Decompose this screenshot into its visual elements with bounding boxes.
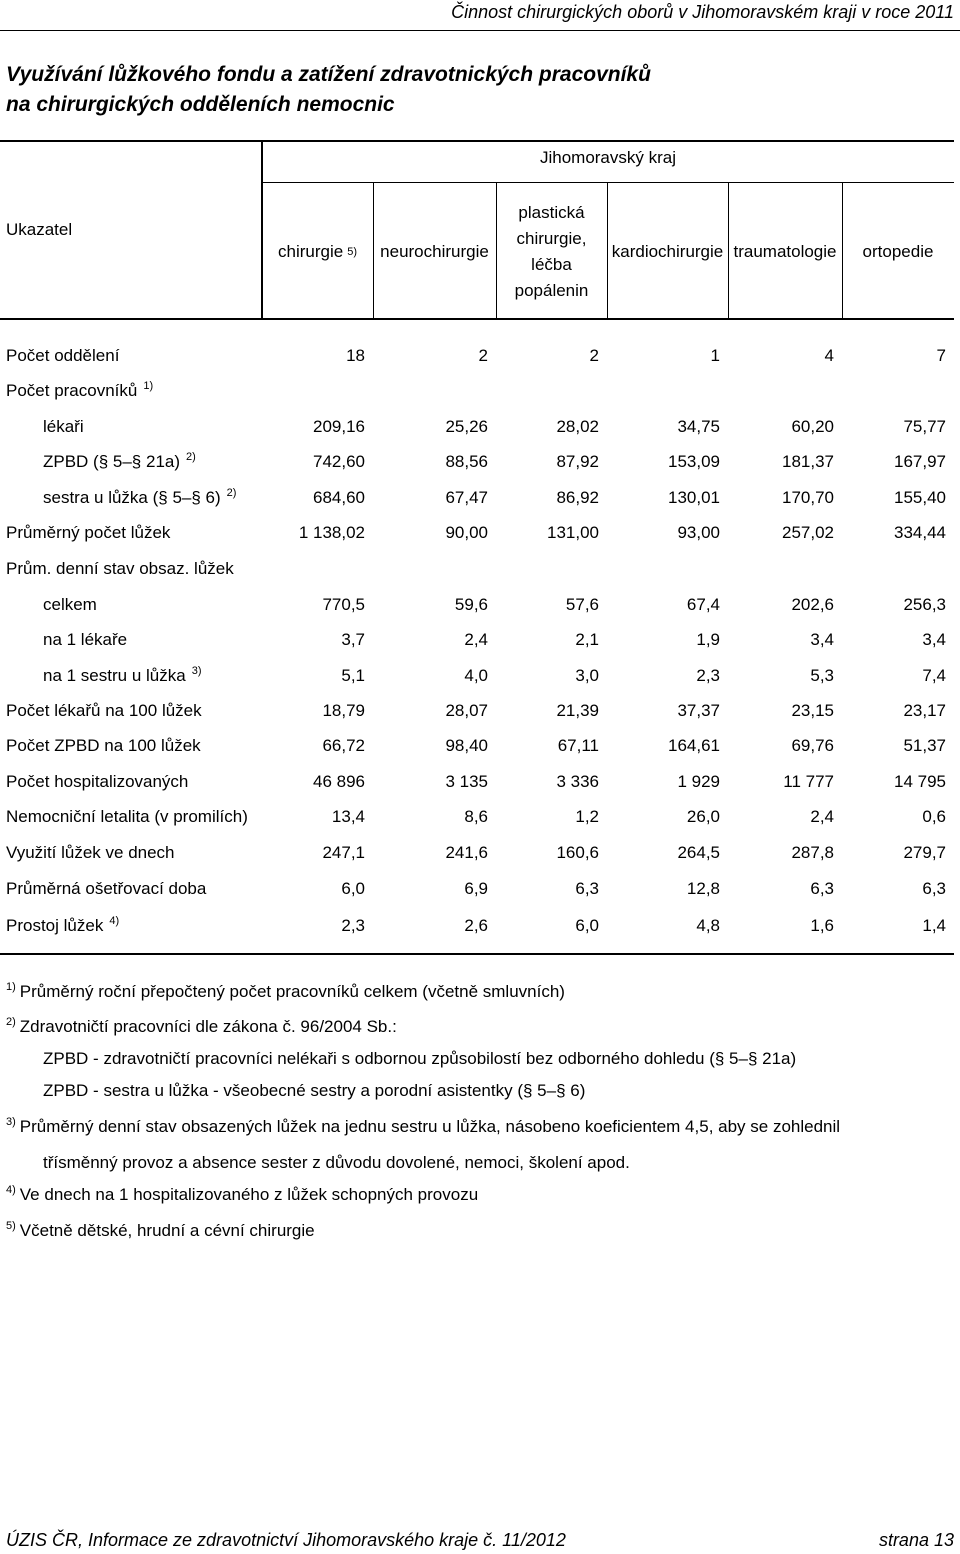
footnote-marker: 2) <box>6 1016 16 1029</box>
table-cell: 5,3 <box>810 666 834 685</box>
table-cell: 247,1 <box>322 843 365 862</box>
column-header-1: chirurgie 5) <box>262 185 373 318</box>
table-cell: 3,0 <box>575 666 599 685</box>
column-header-6 <box>842 185 954 318</box>
table-cell: 8,6 <box>464 807 488 826</box>
row-label <box>6 523 170 543</box>
footnote-marker: 4) <box>6 1184 16 1197</box>
table-row <box>0 873 954 908</box>
footnote-text: Průměrný denní stav obsazených lůžek na jednu sestru u lůžka, násobeno koeficientem 4,5, aby se zohlednil <box>19 1117 841 1136</box>
table-row <box>0 801 954 836</box>
table-cell: 241,6 <box>445 843 488 862</box>
table-cell: 2,4 <box>810 807 834 826</box>
table-cell: 18 <box>346 346 365 365</box>
column-divider <box>373 183 374 319</box>
table-cell: 1 929 <box>677 772 720 791</box>
column-header-label: ortopedie <box>862 241 934 261</box>
row-label-text: Průměrný počet lůžek <box>6 523 171 542</box>
table-cell: 25,26 <box>445 417 488 436</box>
column-header-5 <box>728 185 842 318</box>
table-cell: 770,5 <box>322 595 365 614</box>
column-divider <box>496 183 497 319</box>
table-cell: 181,37 <box>782 452 834 471</box>
table-cell: 86,92 <box>556 488 599 507</box>
table-cell: 131,00 <box>547 523 599 542</box>
row-label <box>6 381 153 401</box>
row-label-text: Počet lékařů na 100 lůžek <box>6 701 202 720</box>
table-cell: 2,6 <box>464 916 488 935</box>
table-row <box>0 553 954 588</box>
table-cell: 51,37 <box>903 736 946 755</box>
table-cell: 67,47 <box>445 488 488 507</box>
page-number: strana 13 <box>878 1530 954 1550</box>
table-cell: 6,0 <box>341 879 365 898</box>
table-cell: 23,17 <box>903 701 946 720</box>
table-cell: 2,3 <box>341 916 365 935</box>
table-cell: 6,9 <box>464 879 488 898</box>
table-cell: 6,0 <box>575 916 599 935</box>
table-cell: 2 <box>589 346 599 365</box>
row-label <box>6 701 202 721</box>
table-cell: 13,4 <box>331 807 365 826</box>
footnote-ref: 4) <box>109 915 120 928</box>
row-label <box>6 843 175 863</box>
row-label-text: na 1 lékaře <box>43 630 128 649</box>
row-label <box>43 488 236 508</box>
table-cell: 153,09 <box>668 452 720 471</box>
table-cell: 3,4 <box>810 630 834 649</box>
row-label-text: Počet pracovníků <box>6 381 138 400</box>
table-cell: 59,6 <box>454 595 488 614</box>
row-label <box>6 879 206 899</box>
footnote-item <box>6 1017 397 1037</box>
column-header-3 <box>496 185 607 318</box>
table-cell: 87,92 <box>556 452 599 471</box>
footnote-item <box>6 982 565 1002</box>
row-label-text: Prostoj lůžek <box>6 916 104 935</box>
table-cell: 34,75 <box>677 417 720 436</box>
row-label <box>6 346 119 366</box>
table-cell: 130,01 <box>668 488 720 507</box>
row-label-text: Počet ZPBD na 100 lůžek <box>6 736 201 755</box>
column-divider <box>728 183 729 319</box>
table-cell: 26,0 <box>686 807 720 826</box>
column-divider <box>607 183 608 319</box>
table-row <box>0 730 954 765</box>
table-row <box>0 589 954 624</box>
table-bottom-rule <box>0 953 954 955</box>
row-label-text: Prům. denní stav obsaz. lůžek <box>6 559 234 578</box>
header-rule <box>0 30 960 31</box>
table-cell: 67,4 <box>686 595 720 614</box>
footnote-marker: 1) <box>6 981 16 994</box>
table-cell: 90,00 <box>445 523 488 542</box>
table-cell: 12,8 <box>686 879 720 898</box>
table-cell: 4 <box>824 346 834 365</box>
table-header-rule <box>0 318 954 320</box>
table-cell: 6,3 <box>922 879 946 898</box>
table-cell: 1,9 <box>696 630 720 649</box>
table-cell: 57,6 <box>565 595 599 614</box>
table-row <box>0 340 954 375</box>
table-cell: 4,8 <box>696 916 720 935</box>
table-cell: 60,20 <box>791 417 834 436</box>
table-cell: 1,6 <box>810 916 834 935</box>
footnote-item <box>43 1081 585 1101</box>
row-label <box>6 736 201 756</box>
row-label-text: celkem <box>43 595 97 614</box>
table-cell: 1,4 <box>922 916 946 935</box>
row-label <box>43 630 127 650</box>
table-cell: 164,61 <box>668 736 720 755</box>
title-line-2: na chirurgických odděleních nemocnic <box>6 93 395 116</box>
row-label <box>6 772 188 792</box>
footnote-text: Včetně dětské, hrudní a cévní chirurgie <box>19 1221 315 1240</box>
table-row <box>0 837 954 872</box>
table-cell: 98,40 <box>445 736 488 755</box>
table-cell: 67,11 <box>557 736 599 755</box>
footnote-text: třísměnný provoz a absence sester z důvodu dovolené, nemoci, školení apod. <box>43 1153 630 1172</box>
table-cell: 21,39 <box>556 701 599 720</box>
footnote-ref: 2) <box>226 487 237 500</box>
row-label <box>43 595 97 615</box>
column-header-label: plastická chirurgie, léčba popálenin <box>514 202 589 300</box>
footnote-marker: 3) <box>6 1116 16 1129</box>
table-cell: 170,70 <box>782 488 834 507</box>
row-label-text: Průměrná ošetřovací doba <box>6 879 207 898</box>
table-cell: 88,56 <box>445 452 488 471</box>
row-label-text: na 1 sestru u lůžka <box>43 666 186 685</box>
row-label <box>43 666 201 686</box>
footnote-item <box>43 1049 796 1069</box>
row-label <box>6 559 234 579</box>
table-cell: 2 <box>478 346 488 365</box>
table-row <box>0 910 954 945</box>
table-cell: 11 777 <box>783 772 834 791</box>
row-label <box>6 807 248 827</box>
table-cell: 742,60 <box>313 452 365 471</box>
table-cell: 684,60 <box>313 488 365 507</box>
table-cell: 4,0 <box>464 666 488 685</box>
table-cell: 5,1 <box>341 666 365 685</box>
region-header: Jihomoravský kraj <box>539 148 677 167</box>
table-row <box>0 624 954 659</box>
table-row <box>0 446 954 481</box>
footnote-text: Zdravotničtí pracovníci dle zákona č. 96/2004 Sb.: <box>19 1017 397 1036</box>
table-cell: 287,8 <box>791 843 834 862</box>
table-cell: 167,97 <box>894 452 946 471</box>
table-cell: 93,00 <box>677 523 720 542</box>
table-cell: 14 795 <box>894 772 946 791</box>
region-rule <box>262 182 954 183</box>
table-row <box>0 766 954 801</box>
table-top-rule <box>0 140 954 142</box>
title-line-1: Využívání lůžkového fondu a zatížení zdravotnických pracovníků <box>6 63 651 86</box>
footnote-ref: 2) <box>186 451 196 464</box>
column-header-label: chirurgie <box>278 241 344 261</box>
table-cell: 264,5 <box>677 843 720 862</box>
table-cell: 66,72 <box>322 736 365 755</box>
footnote-item <box>6 1117 840 1137</box>
table-cell: 2,3 <box>696 666 720 685</box>
footnote-marker: 5) <box>6 1220 16 1233</box>
table-row <box>0 660 954 695</box>
table-cell: 3 336 <box>556 772 599 791</box>
footnote-item <box>6 1185 478 1205</box>
column-header-label: kardiochirurgie <box>611 241 724 261</box>
table-cell: 3 135 <box>445 772 488 791</box>
table-cell: 209,16 <box>313 417 365 436</box>
table-cell: 0,6 <box>922 807 946 826</box>
footnote-ref: 3) <box>191 665 202 678</box>
table-cell: 7,4 <box>922 666 946 685</box>
table-cell: 3,4 <box>922 630 946 649</box>
table-cell: 1 <box>710 346 720 365</box>
row-label <box>43 452 196 472</box>
row-label-text: sestra u lůžka (§ 5–§ 6) <box>43 488 221 507</box>
table-cell: 2,1 <box>575 630 599 649</box>
row-label <box>43 417 84 437</box>
column-header-label: traumatologie <box>733 241 837 261</box>
table-cell: 6,3 <box>810 879 834 898</box>
table-cell: 18,79 <box>322 701 365 720</box>
table-cell: 28,07 <box>445 701 488 720</box>
row-label-text: Počet hospitalizovaných <box>6 772 189 791</box>
row-label-text: Počet oddělení <box>6 346 120 365</box>
footnote-text: ZPBD - zdravotničtí pracovníci nelékaři s odbornou způsobilostí bez odborného dohledu (§ 5–§ 21a) <box>43 1049 797 1068</box>
footnote-item <box>6 1221 315 1241</box>
table-row <box>0 482 954 517</box>
row-label-text: ZPBD (§ 5–§ 21a) <box>43 452 181 471</box>
indicator-header: Ukazatel <box>6 220 73 239</box>
table-cell: 6,3 <box>575 879 599 898</box>
table-cell: 202,6 <box>791 595 834 614</box>
running-header: Činnost chirurgických oborů v Jihomoravském kraji v roce 2011 <box>451 2 954 22</box>
row-label-text: Využití lůžek ve dnech <box>6 843 175 862</box>
column-header-4 <box>607 185 728 318</box>
footer-source: ÚZIS ČR, Informace ze zdravotnictví Jihomoravského kraje č. 11/2012 <box>6 1530 566 1550</box>
table-cell: 75,77 <box>903 417 946 436</box>
table-row <box>0 517 954 552</box>
row-label-text: Nemocniční letalita (v promilích) <box>6 807 248 826</box>
table-cell: 3,7 <box>341 630 365 649</box>
table-cell: 256,3 <box>903 595 946 614</box>
table-row <box>0 411 954 446</box>
table-cell: 37,37 <box>677 701 720 720</box>
table-cell: 334,44 <box>894 523 946 542</box>
table-cell: 28,02 <box>556 417 599 436</box>
table-cell: 1 138,02 <box>298 523 365 542</box>
page-title <box>6 60 906 120</box>
table-cell: 7 <box>936 346 946 365</box>
table-cell: 46 896 <box>313 772 365 791</box>
table-cell: 257,02 <box>782 523 834 542</box>
table-cell: 1,2 <box>575 807 599 826</box>
table-cell: 23,15 <box>791 701 834 720</box>
table-cell: 279,7 <box>903 843 946 862</box>
column-header-2 <box>373 185 496 318</box>
footnote-ref: 1) <box>143 380 154 393</box>
column-divider <box>842 183 843 319</box>
table-cell: 155,40 <box>894 488 946 507</box>
footnote-item <box>43 1153 630 1173</box>
footnote-text: ZPBD - sestra u lůžka - všeobecné sestry a porodní asistentky (§ 5–§ 6) <box>43 1081 586 1100</box>
column-header-label: neurochirurgie <box>380 241 489 261</box>
table-row <box>0 695 954 730</box>
row-label-text: lékaři <box>43 417 84 436</box>
row-label <box>6 916 119 936</box>
table-row <box>0 375 954 410</box>
footnote-text: Průměrný roční přepočtený počet pracovníků celkem (včetně smluvních) <box>19 982 565 1001</box>
table-cell: 69,76 <box>791 736 834 755</box>
table-cell: 2,4 <box>464 630 488 649</box>
footnote-text: Ve dnech na 1 hospitalizovaného z lůžek schopných provozu <box>19 1185 479 1204</box>
table-cell: 160,6 <box>556 843 599 862</box>
